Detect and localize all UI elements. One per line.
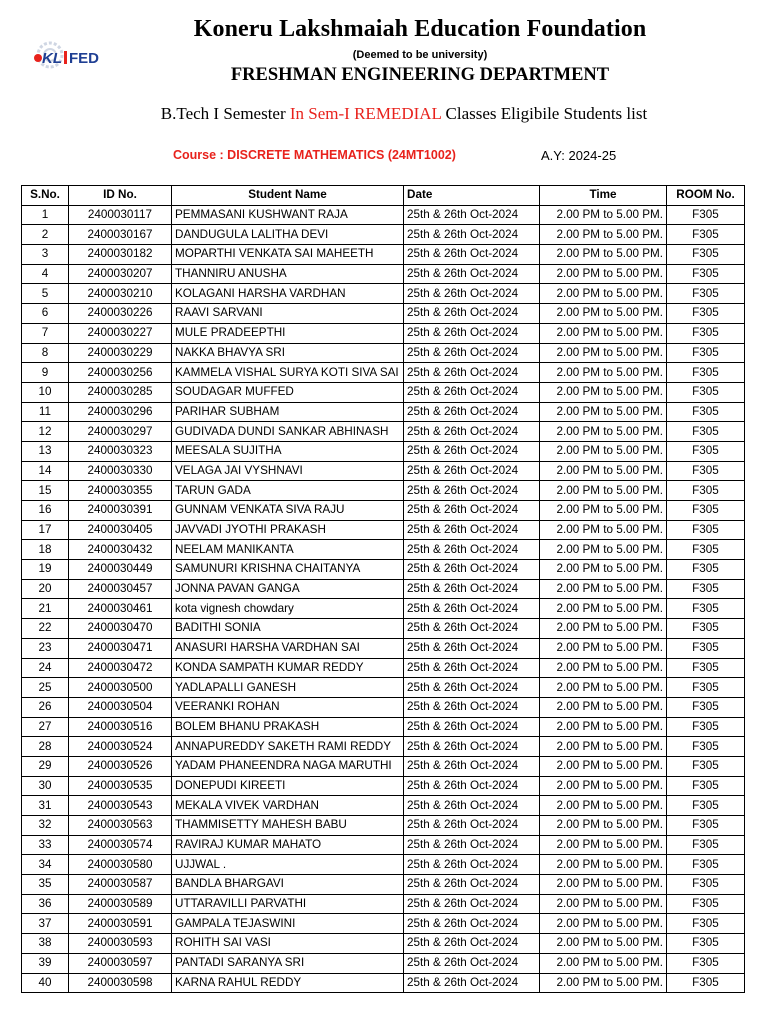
- cell-time: 2.00 PM to 5.00 PM.: [540, 323, 667, 343]
- cell-time: 2.00 PM to 5.00 PM.: [540, 756, 667, 776]
- cell-student-name: KAMMELA VISHAL SURYA KOTI SIVA SAI: [172, 363, 404, 383]
- cell-room: F305: [667, 934, 745, 954]
- table-row: [22, 264, 745, 284]
- cell-sno: 40: [22, 973, 69, 993]
- cell-sno: 6: [22, 304, 69, 324]
- table-row: [22, 599, 745, 619]
- cell-student-name: kota vignesh chowdary: [172, 599, 404, 619]
- table-row: [22, 619, 745, 639]
- cell-room: F305: [667, 560, 745, 580]
- table-row: [22, 914, 745, 934]
- cell-student-name: PARIHAR SUBHAM: [172, 402, 404, 422]
- cell-sno: 26: [22, 697, 69, 717]
- col-header-sno: S.No.: [22, 186, 69, 206]
- cell-id: 2400030589: [69, 894, 172, 914]
- table-row: [22, 638, 745, 658]
- cell-id: 2400030574: [69, 835, 172, 855]
- cell-time: 2.00 PM to 5.00 PM.: [540, 382, 667, 402]
- cell-room: F305: [667, 756, 745, 776]
- cell-room: F305: [667, 343, 745, 363]
- cell-student-name: SAMUNURI KRISHNA CHAITANYA: [172, 560, 404, 580]
- cell-student-name: PANTADI SARANYA SRI: [172, 953, 404, 973]
- svg-text:FED: FED: [69, 50, 99, 67]
- cell-room: F305: [667, 953, 745, 973]
- cell-sno: 16: [22, 501, 69, 521]
- cell-date: 25th & 26th Oct-2024: [404, 894, 540, 914]
- cell-time: 2.00 PM to 5.00 PM.: [540, 973, 667, 993]
- cell-room: F305: [667, 461, 745, 481]
- cell-sno: 2: [22, 225, 69, 245]
- cell-id: 2400030432: [69, 540, 172, 560]
- cell-sno: 30: [22, 776, 69, 796]
- students-table: [21, 185, 745, 993]
- cell-id: 2400030227: [69, 323, 172, 343]
- cell-date: 25th & 26th Oct-2024: [404, 776, 540, 796]
- cell-student-name: PEMMASANI KUSHWANT RAJA: [172, 205, 404, 225]
- cell-sno: 32: [22, 816, 69, 836]
- cell-date: 25th & 26th Oct-2024: [404, 914, 540, 934]
- cell-date: 25th & 26th Oct-2024: [404, 205, 540, 225]
- cell-room: F305: [667, 599, 745, 619]
- cell-id: 2400030598: [69, 973, 172, 993]
- cell-id: 2400030472: [69, 658, 172, 678]
- cell-student-name: DANDUGULA LALITHA DEVI: [172, 225, 404, 245]
- cell-room: F305: [667, 481, 745, 501]
- cell-room: F305: [667, 914, 745, 934]
- cell-id: 2400030210: [69, 284, 172, 304]
- table-row: [22, 756, 745, 776]
- cell-id: 2400030543: [69, 796, 172, 816]
- cell-id: 2400030597: [69, 953, 172, 973]
- table-row: [22, 737, 745, 757]
- cell-sno: 33: [22, 835, 69, 855]
- cell-room: F305: [667, 835, 745, 855]
- table-row: [22, 402, 745, 422]
- cell-student-name: RAAVI SARVANI: [172, 304, 404, 324]
- cell-student-name: MOPARTHI VENKATA SAI MAHEETH: [172, 245, 404, 265]
- cell-id: 2400030296: [69, 402, 172, 422]
- list-heading-highlight: In Sem-I REMEDIAL: [289, 104, 442, 123]
- cell-sno: 15: [22, 481, 69, 501]
- cell-date: 25th & 26th Oct-2024: [404, 284, 540, 304]
- cell-date: 25th & 26th Oct-2024: [404, 441, 540, 461]
- cell-id: 2400030323: [69, 441, 172, 461]
- cell-room: F305: [667, 441, 745, 461]
- table-row: [22, 816, 745, 836]
- cell-id: 2400030516: [69, 717, 172, 737]
- table-row: [22, 658, 745, 678]
- cell-id: 2400030461: [69, 599, 172, 619]
- cell-student-name: UJJWAL .: [172, 855, 404, 875]
- cell-room: F305: [667, 875, 745, 895]
- cell-student-name: ANASURI HARSHA VARDHAN SAI: [172, 638, 404, 658]
- cell-date: 25th & 26th Oct-2024: [404, 717, 540, 737]
- table-row: [22, 796, 745, 816]
- cell-time: 2.00 PM to 5.00 PM.: [540, 245, 667, 265]
- cell-date: 25th & 26th Oct-2024: [404, 520, 540, 540]
- cell-student-name: DONEPUDI KIREETI: [172, 776, 404, 796]
- cell-id: 2400030587: [69, 875, 172, 895]
- cell-student-name: UTTARAVILLI PARVATHI: [172, 894, 404, 914]
- cell-date: 25th & 26th Oct-2024: [404, 619, 540, 639]
- table-row: [22, 323, 745, 343]
- cell-date: 25th & 26th Oct-2024: [404, 756, 540, 776]
- cell-time: 2.00 PM to 5.00 PM.: [540, 225, 667, 245]
- list-heading-part1: B.Tech I Semester: [160, 104, 290, 123]
- cell-id: 2400030535: [69, 776, 172, 796]
- cell-student-name: GUDIVADA DUNDI SANKAR ABHINASH: [172, 422, 404, 442]
- cell-sno: 23: [22, 638, 69, 658]
- cell-time: 2.00 PM to 5.00 PM.: [540, 934, 667, 954]
- cell-time: 2.00 PM to 5.00 PM.: [540, 501, 667, 521]
- cell-student-name: ANNAPUREDDY SAKETH RAMI REDDY: [172, 737, 404, 757]
- cell-time: 2.00 PM to 5.00 PM.: [540, 796, 667, 816]
- cell-sno: 17: [22, 520, 69, 540]
- table-row: [22, 697, 745, 717]
- cell-student-name: JONNA PAVAN GANGA: [172, 579, 404, 599]
- cell-id: 2400030449: [69, 560, 172, 580]
- cell-date: 25th & 26th Oct-2024: [404, 461, 540, 481]
- cell-time: 2.00 PM to 5.00 PM.: [540, 520, 667, 540]
- cell-id: 2400030471: [69, 638, 172, 658]
- cell-sno: 14: [22, 461, 69, 481]
- cell-room: F305: [667, 638, 745, 658]
- cell-date: 25th & 26th Oct-2024: [404, 678, 540, 698]
- cell-date: 25th & 26th Oct-2024: [404, 855, 540, 875]
- cell-student-name: NEELAM MANIKANTA: [172, 540, 404, 560]
- cell-sno: 4: [22, 264, 69, 284]
- cell-student-name: MEESALA SUJITHA: [172, 441, 404, 461]
- table-row: [22, 245, 745, 265]
- cell-sno: 10: [22, 382, 69, 402]
- cell-sno: 24: [22, 658, 69, 678]
- cell-room: F305: [667, 363, 745, 383]
- col-header-name: Student Name: [172, 186, 404, 206]
- cell-sno: 21: [22, 599, 69, 619]
- cell-sno: 9: [22, 363, 69, 383]
- table-row: [22, 225, 745, 245]
- cell-id: 2400030563: [69, 816, 172, 836]
- cell-sno: 25: [22, 678, 69, 698]
- table-row: [22, 894, 745, 914]
- cell-id: 2400030470: [69, 619, 172, 639]
- cell-student-name: GUNNAM VENKATA SIVA RAJU: [172, 501, 404, 521]
- table-row: [22, 284, 745, 304]
- cell-date: 25th & 26th Oct-2024: [404, 875, 540, 895]
- cell-sno: 28: [22, 737, 69, 757]
- cell-time: 2.00 PM to 5.00 PM.: [540, 599, 667, 619]
- cell-date: 25th & 26th Oct-2024: [404, 382, 540, 402]
- cell-sno: 39: [22, 953, 69, 973]
- cell-room: F305: [667, 382, 745, 402]
- cell-room: F305: [667, 323, 745, 343]
- cell-student-name: JAVVADI JYOTHI PRAKASH: [172, 520, 404, 540]
- cell-sno: 11: [22, 402, 69, 422]
- cell-student-name: THANNIRU ANUSHA: [172, 264, 404, 284]
- cell-date: 25th & 26th Oct-2024: [404, 953, 540, 973]
- cell-room: F305: [667, 737, 745, 757]
- institution-subtitle: (Deemed to be university): [352, 49, 488, 61]
- cell-id: 2400030524: [69, 737, 172, 757]
- cell-sno: 31: [22, 796, 69, 816]
- cell-sno: 37: [22, 914, 69, 934]
- cell-sno: 34: [22, 855, 69, 875]
- table-row: [22, 579, 745, 599]
- cell-room: F305: [667, 304, 745, 324]
- cell-room: F305: [667, 501, 745, 521]
- cell-student-name: BADITHI SONIA: [172, 619, 404, 639]
- cell-sno: 19: [22, 560, 69, 580]
- cell-student-name: YADLAPALLI GANESH: [172, 678, 404, 698]
- cell-date: 25th & 26th Oct-2024: [404, 796, 540, 816]
- table-row: [22, 835, 745, 855]
- cell-room: F305: [667, 678, 745, 698]
- table-row: [22, 973, 745, 993]
- table-row: [22, 717, 745, 737]
- cell-sno: 3: [22, 245, 69, 265]
- cell-room: F305: [667, 284, 745, 304]
- cell-sno: 12: [22, 422, 69, 442]
- cell-room: F305: [667, 264, 745, 284]
- cell-id: 2400030457: [69, 579, 172, 599]
- cell-date: 25th & 26th Oct-2024: [404, 560, 540, 580]
- cell-room: F305: [667, 245, 745, 265]
- cell-sno: 13: [22, 441, 69, 461]
- cell-id: 2400030229: [69, 343, 172, 363]
- table-row: [22, 461, 745, 481]
- cell-sno: 35: [22, 875, 69, 895]
- table-row: [22, 343, 745, 363]
- cell-room: F305: [667, 540, 745, 560]
- cell-id: 2400030330: [69, 461, 172, 481]
- cell-time: 2.00 PM to 5.00 PM.: [540, 363, 667, 383]
- cell-sno: 29: [22, 756, 69, 776]
- cell-student-name: NAKKA BHAVYA SRI: [172, 343, 404, 363]
- cell-date: 25th & 26th Oct-2024: [404, 638, 540, 658]
- cell-student-name: KONDA SAMPATH KUMAR REDDY: [172, 658, 404, 678]
- cell-time: 2.00 PM to 5.00 PM.: [540, 953, 667, 973]
- cell-id: 2400030593: [69, 934, 172, 954]
- cell-date: 25th & 26th Oct-2024: [404, 973, 540, 993]
- cell-sno: 8: [22, 343, 69, 363]
- table-row: [22, 501, 745, 521]
- cell-time: 2.00 PM to 5.00 PM.: [540, 343, 667, 363]
- cell-date: 25th & 26th Oct-2024: [404, 363, 540, 383]
- cell-time: 2.00 PM to 5.00 PM.: [540, 855, 667, 875]
- cell-room: F305: [667, 402, 745, 422]
- academic-year: A.Y: 2024-25: [541, 148, 617, 163]
- cell-room: F305: [667, 619, 745, 639]
- cell-time: 2.00 PM to 5.00 PM.: [540, 697, 667, 717]
- cell-sno: 36: [22, 894, 69, 914]
- cell-date: 25th & 26th Oct-2024: [404, 422, 540, 442]
- cell-room: F305: [667, 422, 745, 442]
- cell-time: 2.00 PM to 5.00 PM.: [540, 658, 667, 678]
- cell-time: 2.00 PM to 5.00 PM.: [540, 619, 667, 639]
- cell-room: F305: [667, 894, 745, 914]
- cell-time: 2.00 PM to 5.00 PM.: [540, 540, 667, 560]
- cell-time: 2.00 PM to 5.00 PM.: [540, 894, 667, 914]
- cell-id: 2400030580: [69, 855, 172, 875]
- table-row: [22, 855, 745, 875]
- cell-date: 25th & 26th Oct-2024: [404, 816, 540, 836]
- cell-date: 25th & 26th Oct-2024: [404, 658, 540, 678]
- cell-sno: 18: [22, 540, 69, 560]
- cell-student-name: BANDLA BHARGAVI: [172, 875, 404, 895]
- cell-room: F305: [667, 579, 745, 599]
- cell-time: 2.00 PM to 5.00 PM.: [540, 422, 667, 442]
- cell-id: 2400030182: [69, 245, 172, 265]
- cell-date: 25th & 26th Oct-2024: [404, 579, 540, 599]
- cell-time: 2.00 PM to 5.00 PM.: [540, 737, 667, 757]
- cell-date: 25th & 26th Oct-2024: [404, 343, 540, 363]
- table-row: [22, 304, 745, 324]
- list-heading-part3: Classes Eligibile Students list: [441, 104, 648, 123]
- cell-id: 2400030117: [69, 205, 172, 225]
- cell-time: 2.00 PM to 5.00 PM.: [540, 835, 667, 855]
- cell-time: 2.00 PM to 5.00 PM.: [540, 816, 667, 836]
- cell-time: 2.00 PM to 5.00 PM.: [540, 914, 667, 934]
- cell-student-name: YADAM PHANEENDRA NAGA MARUTHI: [172, 756, 404, 776]
- cell-sno: 38: [22, 934, 69, 954]
- cell-id: 2400030500: [69, 678, 172, 698]
- col-header-id: ID No.: [69, 186, 172, 206]
- cell-student-name: SOUDAGAR MUFFED: [172, 382, 404, 402]
- cell-student-name: MEKALA VIVEK VARDHAN: [172, 796, 404, 816]
- cell-id: 2400030167: [69, 225, 172, 245]
- table-row: [22, 205, 745, 225]
- cell-date: 25th & 26th Oct-2024: [404, 323, 540, 343]
- table-row: [22, 678, 745, 698]
- cell-date: 25th & 26th Oct-2024: [404, 481, 540, 501]
- cell-date: 25th & 26th Oct-2024: [404, 304, 540, 324]
- cell-id: 2400030391: [69, 501, 172, 521]
- table-row: [22, 953, 745, 973]
- cell-id: 2400030207: [69, 264, 172, 284]
- cell-time: 2.00 PM to 5.00 PM.: [540, 264, 667, 284]
- cell-id: 2400030285: [69, 382, 172, 402]
- cell-date: 25th & 26th Oct-2024: [404, 835, 540, 855]
- cell-room: F305: [667, 855, 745, 875]
- cell-room: F305: [667, 697, 745, 717]
- cell-date: 25th & 26th Oct-2024: [404, 697, 540, 717]
- department-title: FRESHMAN ENGINEERING DEPARTMENT: [230, 65, 610, 85]
- cell-sno: 22: [22, 619, 69, 639]
- cell-student-name: RAVIRAJ KUMAR MAHATO: [172, 835, 404, 855]
- cell-time: 2.00 PM to 5.00 PM.: [540, 481, 667, 501]
- course-label: Course : DISCRETE MATHEMATICS (24MT1002): [173, 148, 456, 162]
- table-header-row: [22, 186, 745, 206]
- cell-date: 25th & 26th Oct-2024: [404, 540, 540, 560]
- cell-room: F305: [667, 205, 745, 225]
- cell-time: 2.00 PM to 5.00 PM.: [540, 560, 667, 580]
- cell-room: F305: [667, 816, 745, 836]
- cell-student-name: KOLAGANI HARSHA VARDHAN: [172, 284, 404, 304]
- cell-student-name: THAMMISETTY MAHESH BABU: [172, 816, 404, 836]
- table-row: [22, 520, 745, 540]
- table-row: [22, 422, 745, 442]
- cell-time: 2.00 PM to 5.00 PM.: [540, 205, 667, 225]
- cell-date: 25th & 26th Oct-2024: [404, 599, 540, 619]
- cell-sno: 20: [22, 579, 69, 599]
- cell-sno: 1: [22, 205, 69, 225]
- cell-sno: 5: [22, 284, 69, 304]
- cell-sno: 7: [22, 323, 69, 343]
- cell-student-name: VELAGA JAI VYSHNAVI: [172, 461, 404, 481]
- cell-date: 25th & 26th Oct-2024: [404, 245, 540, 265]
- cell-time: 2.00 PM to 5.00 PM.: [540, 875, 667, 895]
- cell-room: F305: [667, 776, 745, 796]
- cell-time: 2.00 PM to 5.00 PM.: [540, 461, 667, 481]
- table-row: [22, 363, 745, 383]
- cell-time: 2.00 PM to 5.00 PM.: [540, 284, 667, 304]
- col-header-time: Time: [540, 186, 667, 206]
- table-row: [22, 441, 745, 461]
- cell-time: 2.00 PM to 5.00 PM.: [540, 638, 667, 658]
- cell-time: 2.00 PM to 5.00 PM.: [540, 579, 667, 599]
- table-row: [22, 776, 745, 796]
- table-row: [22, 540, 745, 560]
- cell-date: 25th & 26th Oct-2024: [404, 934, 540, 954]
- cell-time: 2.00 PM to 5.00 PM.: [540, 776, 667, 796]
- cell-time: 2.00 PM to 5.00 PM.: [540, 441, 667, 461]
- cell-student-name: MULE PRADEEPTHI: [172, 323, 404, 343]
- col-header-date: Date: [404, 186, 540, 206]
- cell-student-name: BOLEM BHANU PRAKASH: [172, 717, 404, 737]
- cell-id: 2400030256: [69, 363, 172, 383]
- cell-id: 2400030526: [69, 756, 172, 776]
- cell-sno: 27: [22, 717, 69, 737]
- cell-student-name: KARNA RAHUL REDDY: [172, 973, 404, 993]
- cell-room: F305: [667, 658, 745, 678]
- svg-text:KL: KL: [42, 50, 62, 67]
- cell-room: F305: [667, 796, 745, 816]
- cell-date: 25th & 26th Oct-2024: [404, 501, 540, 521]
- table-row: [22, 875, 745, 895]
- cell-room: F305: [667, 973, 745, 993]
- table-row: [22, 934, 745, 954]
- cell-id: 2400030297: [69, 422, 172, 442]
- institution-title: Koneru Lakshmaiah Education Foundation: [193, 16, 647, 42]
- cell-student-name: GAMPALA TEJASWINI: [172, 914, 404, 934]
- list-heading: [0, 104, 768, 124]
- cell-date: 25th & 26th Oct-2024: [404, 402, 540, 422]
- cell-room: F305: [667, 225, 745, 245]
- cell-id: 2400030591: [69, 914, 172, 934]
- cell-id: 2400030226: [69, 304, 172, 324]
- cell-student-name: TARUN GADA: [172, 481, 404, 501]
- cell-id: 2400030504: [69, 697, 172, 717]
- table-row: [22, 560, 745, 580]
- cell-id: 2400030405: [69, 520, 172, 540]
- cell-date: 25th & 26th Oct-2024: [404, 737, 540, 757]
- cell-time: 2.00 PM to 5.00 PM.: [540, 678, 667, 698]
- cell-student-name: ROHITH SAI VASI: [172, 934, 404, 954]
- cell-id: 2400030355: [69, 481, 172, 501]
- cell-room: F305: [667, 717, 745, 737]
- cell-date: 25th & 26th Oct-2024: [404, 264, 540, 284]
- cell-date: 25th & 26th Oct-2024: [404, 225, 540, 245]
- cell-time: 2.00 PM to 5.00 PM.: [540, 304, 667, 324]
- table-row: [22, 382, 745, 402]
- cell-room: F305: [667, 520, 745, 540]
- col-header-room: ROOM No.: [667, 186, 745, 206]
- cell-student-name: VEERANKI ROHAN: [172, 697, 404, 717]
- cell-time: 2.00 PM to 5.00 PM.: [540, 717, 667, 737]
- cell-time: 2.00 PM to 5.00 PM.: [540, 402, 667, 422]
- table-row: [22, 481, 745, 501]
